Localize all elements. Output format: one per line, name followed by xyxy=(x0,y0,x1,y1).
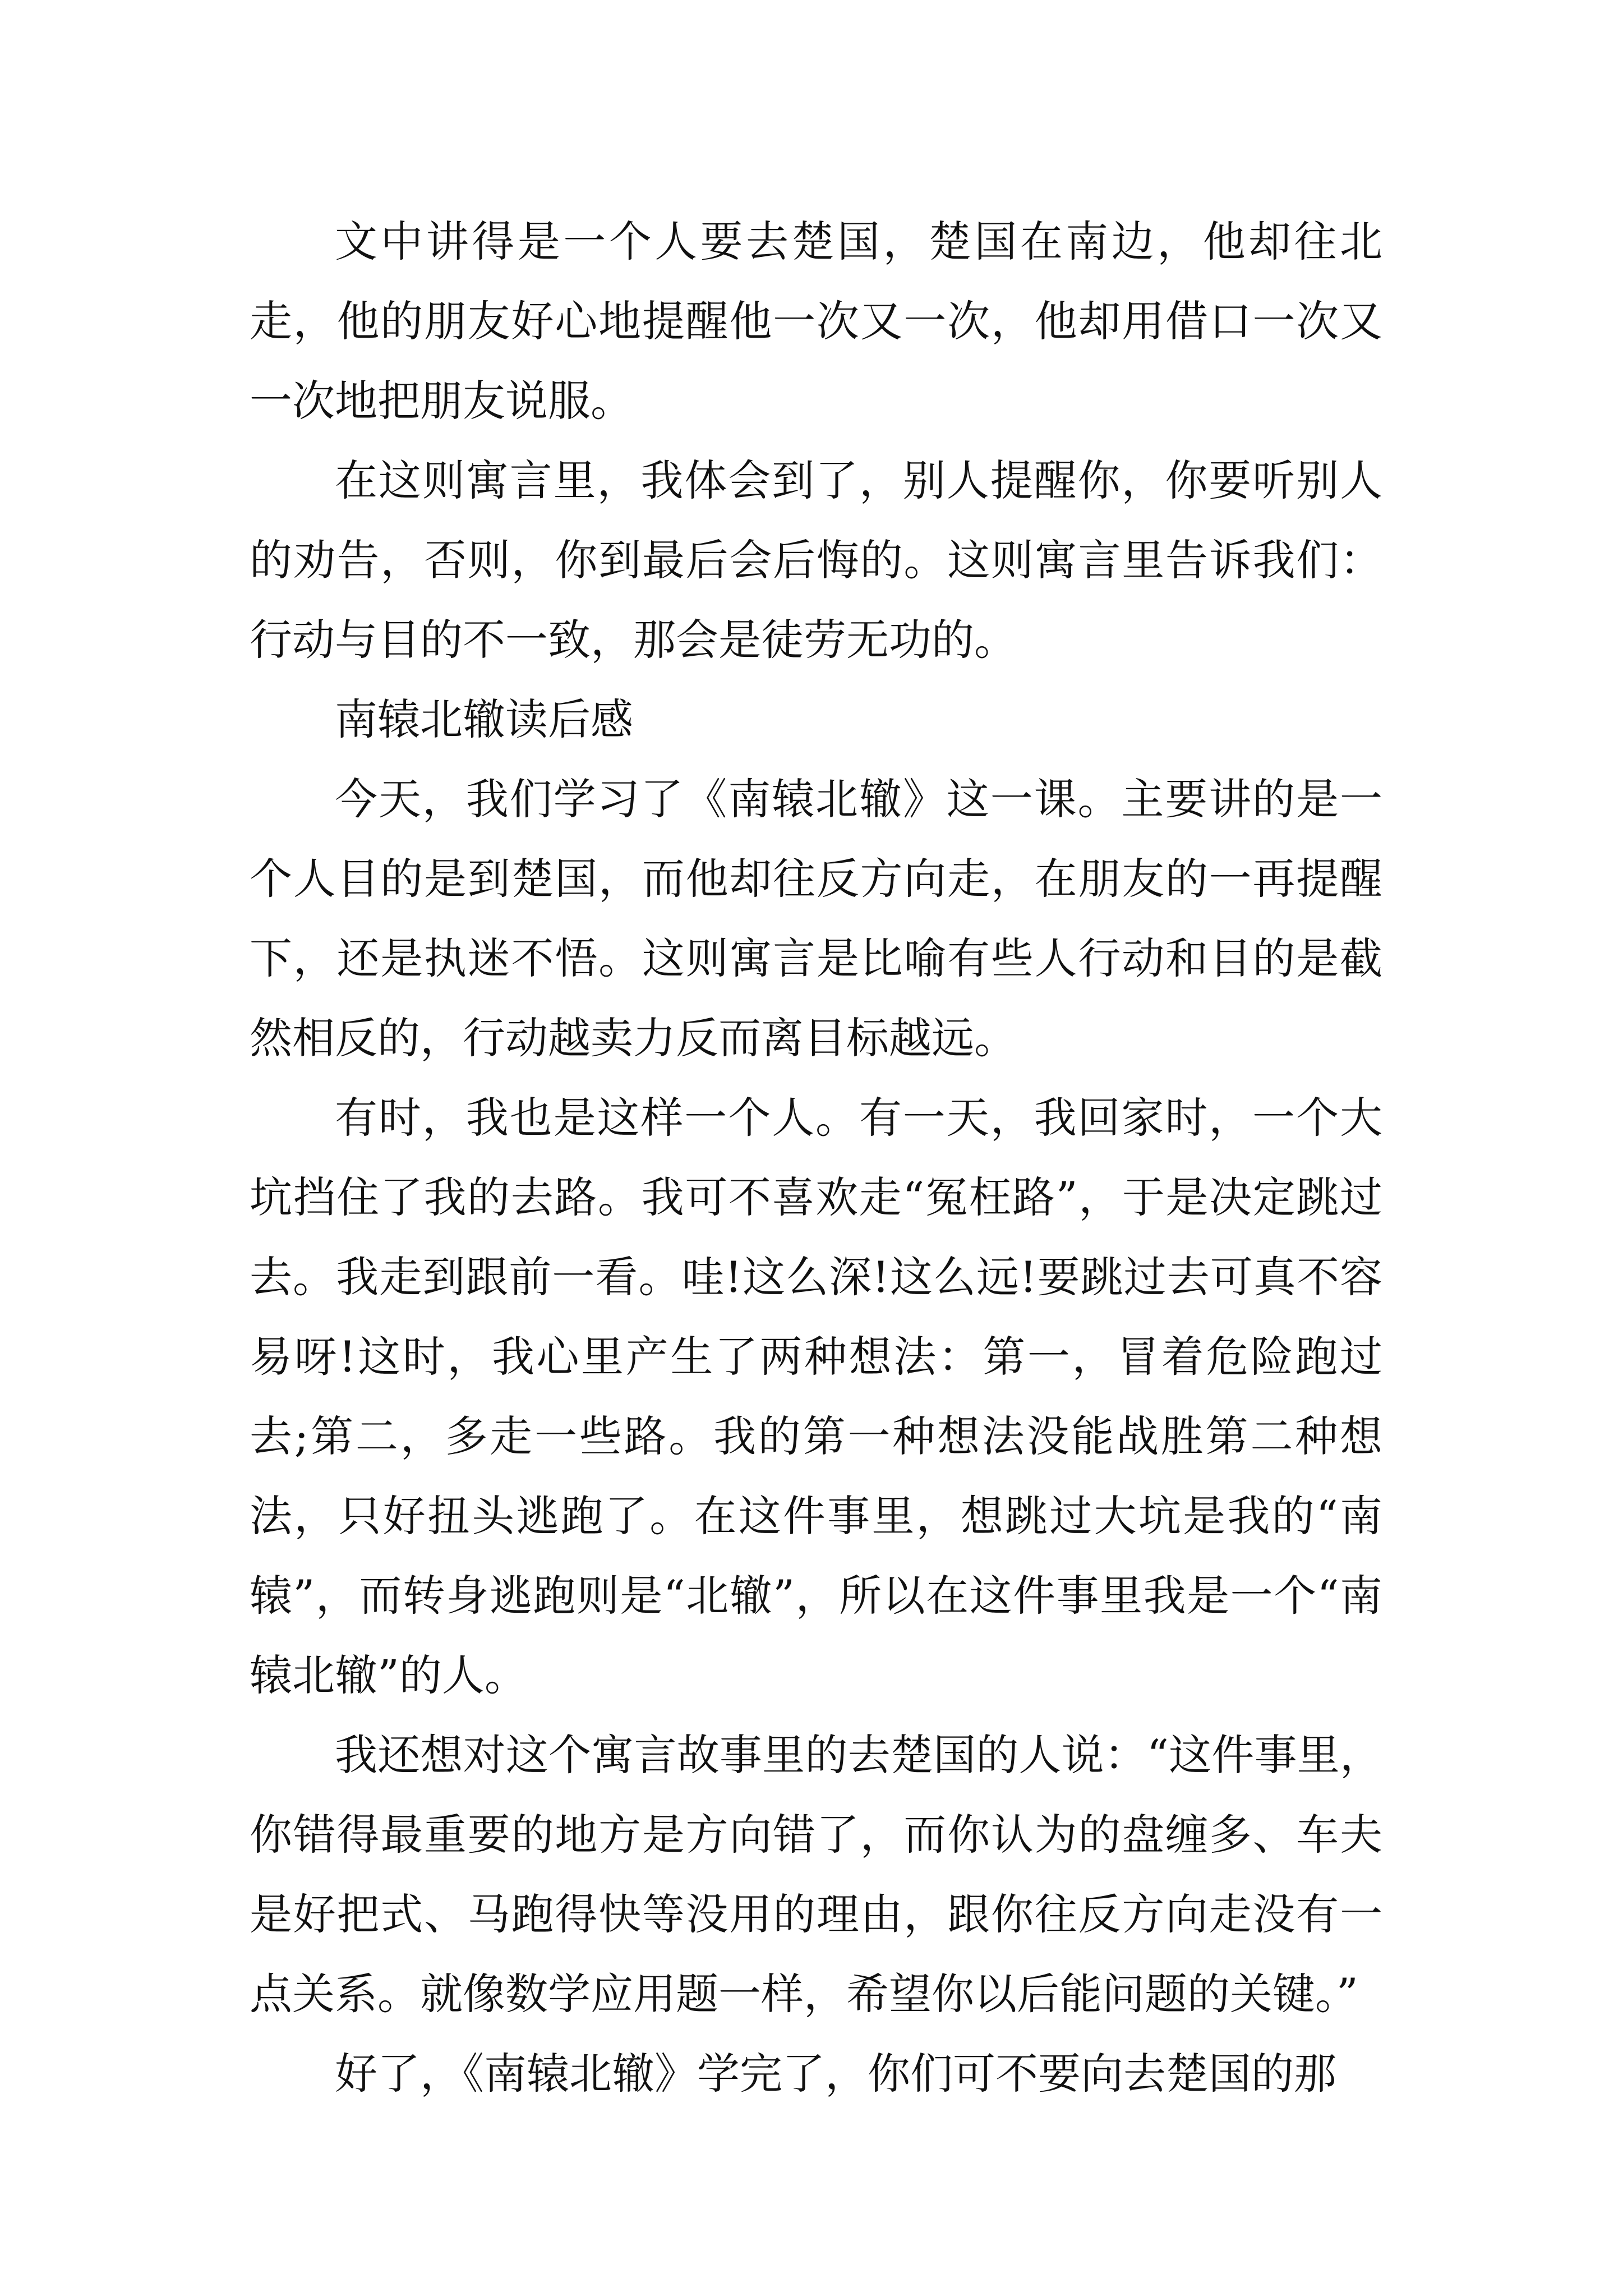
paragraph-6: 好了，《南辕北辙》学完了，你们可不要向去楚国的那 xyxy=(335,2049,1336,2099)
paragraph-5: 我还想对这个寓言故事里的去楚国的人说：“这件事里，你错得最重要的地方是方向错了，而你认为的盘缠多、车夫是好把式、马跑得快等没用的理由，跟你往反方向走没有一点关系。就像数学应用题一样，希望你以后能问题的关键。” xyxy=(250,1730,1382,2019)
paragraph-4: 有时，我也是这样一个人。有一天，我回家时，一个大坑挡住了我的去路。我可不喜欢走“冤枉路”，于是决定跳过去。我走到跟前一看。哇!这么深!这么远!要跳过去可真不容易呀!这时，我心里产生了两种想法：第一，冒着危险跑过去;第二，多走一些路。我的第一种想法没能战胜第二种想法，只好扭头逃跑了。在这件事里，想跳过大坑是我的“南辕”，而转身逃跑则是“北辙”，所以在这件事里我是一个“南辕北辙”的人。 xyxy=(250,1093,1382,1700)
paragraph-1: 文中讲得是一个人要去楚国，楚国在南边，他却往北走，他的朋友好心地提醒他一次又一次，他却用借口一次又一次地把朋友说服。 xyxy=(250,217,1382,426)
document-body xyxy=(250,202,1382,2114)
paragraph-3: 今天，我们学习了《南辕北辙》这一课。主要讲的是一个人目的是到楚国，而他却往反方向走，在朋友的一再提醒下，还是执迷不悟。这则寓言是比喻有些人行动和目的是截然相反的，行动越卖力反而离目标越远。 xyxy=(250,774,1382,1063)
section-heading: 南辕北辙读后感 xyxy=(335,694,633,744)
paragraph-2: 在这则寓言里，我体会到了，别人提醒你，你要听别人的劝告，否则，你到最后会后悔的。这则寓言里告诉我们：行动与目的不一致，那会是徒劳无功的。 xyxy=(250,455,1382,665)
